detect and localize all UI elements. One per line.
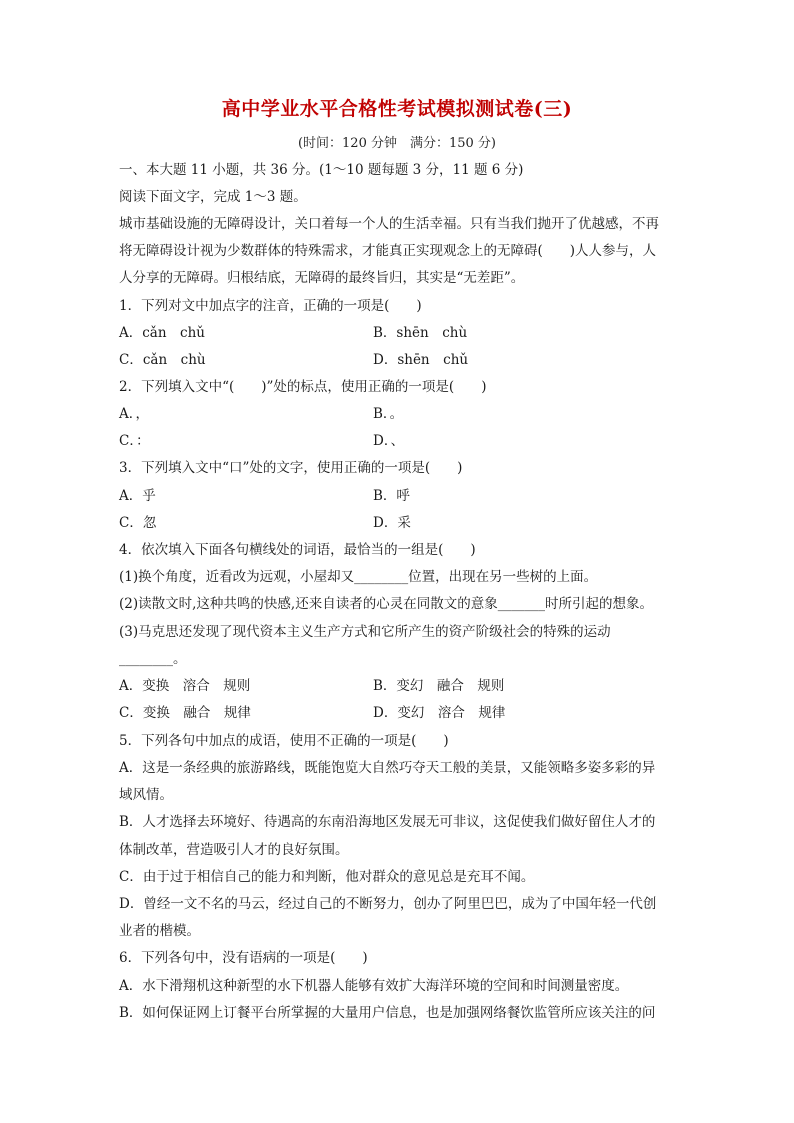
question-5-option-a-cont: 域风情。 xyxy=(119,787,173,803)
question-2-option-c: C．： xyxy=(119,433,150,449)
question-2-option-d: D．、 xyxy=(373,433,405,449)
question-3-option-b: B．呼 xyxy=(373,488,410,504)
question-1-option-b: B．shēn chù xyxy=(373,325,468,341)
question-2-option-b: B．。 xyxy=(373,406,404,422)
question-6-stem: 6．下列各句中，没有语病的一项是( ) xyxy=(119,950,368,966)
passage-line: 将无障碍设计视为少数群体的特殊需求，才能真正实现观念上的无障碍( )人人参与，人 xyxy=(119,243,657,259)
question-1-option-a: A．cǎn chǔ xyxy=(119,325,206,341)
reading-instruction: 阅读下面文字，完成 1～3 题。 xyxy=(119,189,307,205)
question-5-option-b-cont: 体制改革，营造吸引人才的良好氛围。 xyxy=(119,842,349,858)
section-heading: 一、本大题 11 小题，共 36 分。(1～10 题每题 3 分，11 题 6 分) xyxy=(119,162,524,178)
question-2-stem: 2．下列填入文中“( )”处的标点，使用正确的一项是( ) xyxy=(119,379,487,395)
question-3-option-d: D．采 xyxy=(373,515,411,531)
question-4-sentence-2: (2)读散文时,这种共鸣的快感,还来自读者的心灵在同散文的意象_______时所引起的想象。 xyxy=(119,596,653,612)
question-5-option-d: D．曾经一文不名的马云，经过自己的不断努力，创办了阿里巴巴，成为了中国年轻一代创 xyxy=(119,896,657,912)
question-1-option-c: C．cǎn chù xyxy=(119,352,206,368)
question-4-sentence-3: (3)马克思还发现了现代资本主义生产方式和它所产生的资产阶级社会的特殊的运动 xyxy=(119,624,611,640)
question-4-option-a: A．变换 溶合 规则 xyxy=(119,678,251,694)
question-6-option-b: B．如何保证网上订餐平台所掌握的大量用户信息，也是加强网络餐饮监管所应该关注的问 xyxy=(119,1005,656,1021)
question-4-sentence-1: (1)换个角度，近看改为远观，小屋却又________位置，出现在另一些树的上面。 xyxy=(119,569,598,585)
question-1-option-d: D．shēn chǔ xyxy=(373,352,469,368)
exam-duration-info: (时间：120 分钟 满分：150 分) xyxy=(297,136,497,151)
question-5-option-c: C．由于过于相信自己的能力和判断，他对群众的意见总是充耳不闻。 xyxy=(119,869,535,885)
question-6-option-a: A．水下滑翔机这种新型的水下机器人能够有效扩大海洋环境的空间和时间测量密度。 xyxy=(119,978,629,994)
question-1-stem: 1．下列对文中加点字的注音，正确的一项是( ) xyxy=(119,298,422,314)
question-3-option-a: A．乎 xyxy=(119,488,156,504)
question-4-sentence-3-cont: ________。 xyxy=(119,651,187,667)
question-4-option-d: D．变幻 溶合 规律 xyxy=(373,705,506,721)
question-3-option-c: C．忽 xyxy=(119,515,157,531)
question-5-option-d-cont: 业者的楷模。 xyxy=(119,923,200,939)
page-title: 高中学业水平合格性考试模拟测试卷(三) xyxy=(221,98,573,120)
question-4-option-c: C．变换 融合 规律 xyxy=(119,705,251,721)
question-5-option-b: B．人才选择去环境好、待遇高的东南沿海地区发展无可非议，这促使我们做好留住人才的 xyxy=(119,814,656,830)
passage-line: 人分享的无障碍。归根结底，无障碍的最终旨归，其实是“无差距”。 xyxy=(119,270,525,286)
question-3-stem: 3．下列填入文中“口”处的文字，使用正确的一项是( ) xyxy=(119,460,463,476)
question-4-stem: 4．依次填入下面各句横线处的词语，最恰当的一组是( ) xyxy=(119,542,476,558)
question-5-stem: 5．下列各句中加点的成语，使用不正确的一项是( ) xyxy=(119,733,449,749)
passage-line: 城市基础设施的无障碍设计，关口着每一个人的生活幸福。只有当我们抛开了优越感，不再 xyxy=(119,216,659,232)
question-5-option-a: A．这是一条经典的旅游路线，既能饱览大自然巧夺天工般的美景，又能领略多姿多彩的异 xyxy=(119,760,656,776)
question-4-option-b: B．变幻 融合 规则 xyxy=(373,678,505,694)
question-2-option-a: A．， xyxy=(119,406,149,422)
